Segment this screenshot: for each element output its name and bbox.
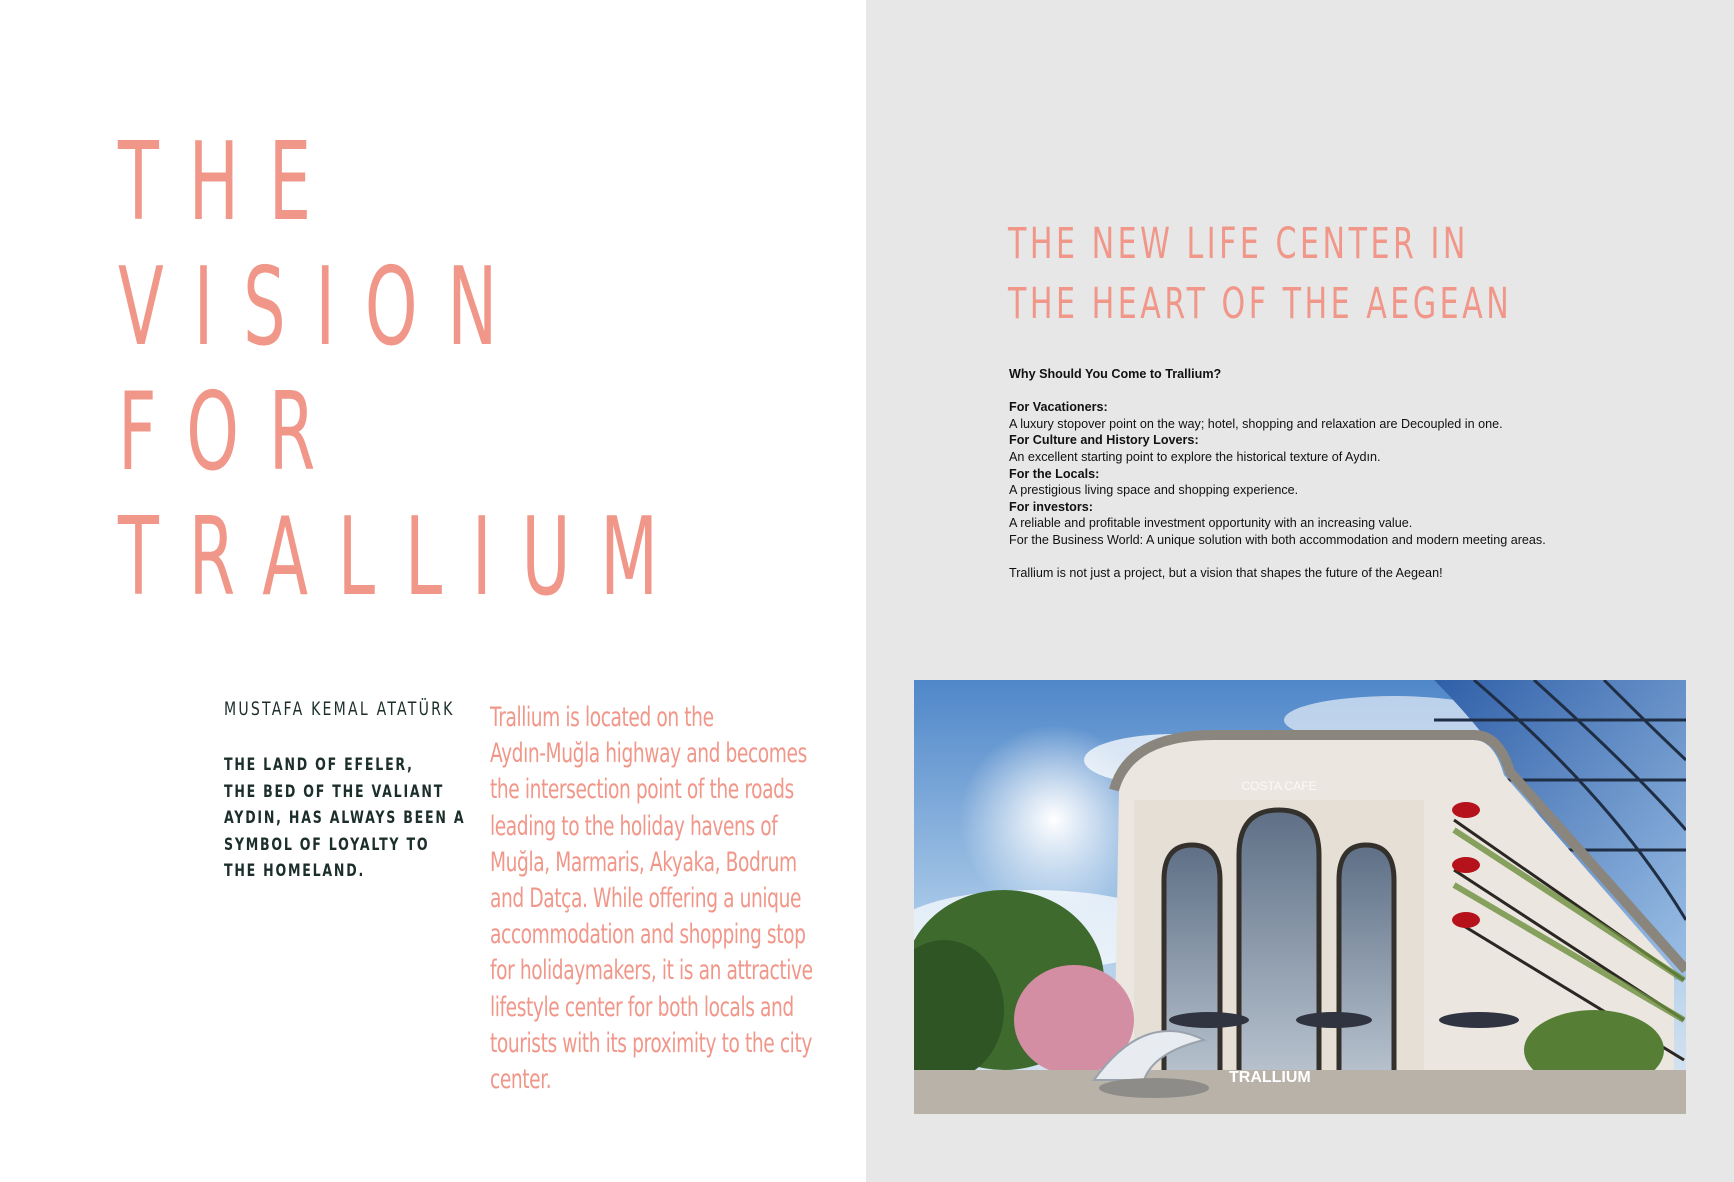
- section-title: [1008, 214, 1728, 334]
- quote-line: AYDIN, HAS ALWAYS BEEN A: [224, 808, 466, 828]
- intro-line: Aydın-Muğla highway and becomes: [490, 738, 807, 770]
- vision-title-line-4: TRALLIUM: [118, 495, 688, 620]
- culture-label: For Culture and History Lovers:: [1009, 433, 1199, 448]
- closing-statement: Trallium is not just a project, but a vision that shapes the future of the Aegean!: [1009, 566, 1443, 581]
- intro-line: accommodation and shopping stop: [490, 919, 806, 951]
- render-trallium-logo: TRALLIUM: [1229, 1069, 1311, 1086]
- quote-text: [224, 752, 468, 885]
- intro-line: Muğla, Marmaris, Akyaka, Bodrum: [490, 846, 797, 878]
- intro-line: leading to the holiday havens of: [490, 810, 778, 842]
- culture-text: An excellent starting point to explore the historical texture of Aydın.: [1009, 449, 1381, 464]
- intro-line: Trallium is located on the: [490, 702, 714, 733]
- intro-line: for holidaymakers, it is an attractive: [490, 955, 813, 987]
- intro-line: center.: [490, 1064, 552, 1096]
- quote-line: THE BED OF THE VALIANT: [224, 781, 445, 802]
- intro-paragraph: [490, 700, 813, 1098]
- intro-line: tourists with its proximity to the city: [490, 1027, 812, 1059]
- intro-line: the intersection point of the roads: [490, 774, 794, 806]
- quote-author: MUSTAFA KEMAL ATATÜRK: [224, 698, 455, 720]
- render-cafe-sign: COSTA CAFE: [1241, 779, 1317, 793]
- quote-line: THE LAND OF EFELER,: [224, 755, 414, 775]
- vision-title-line-1: THE: [118, 120, 341, 245]
- reasons-list: [1009, 366, 1699, 582]
- locals-label: For the Locals:: [1009, 466, 1100, 481]
- locals-text: A prestigious living space and shopping experience.: [1009, 483, 1299, 498]
- vision-title-line-3: FOR: [118, 370, 346, 495]
- vision-title-line-2: VISION: [118, 245, 528, 370]
- quote-line: THE HOMELAND.: [224, 861, 366, 881]
- intro-line: lifestyle center for both locals and: [490, 991, 794, 1023]
- section-title-line-1: THE NEW LIFE CENTER IN: [1008, 219, 1469, 269]
- business-text: For the Business World: A unique solution with both accommodation and modern meeting areas.: [1009, 532, 1546, 547]
- building-render-image: [914, 680, 1686, 1114]
- vacationers-label: For Vacationers:: [1009, 400, 1108, 415]
- investors-text: A reliable and profitable investment opportunity with an increasing value.: [1009, 516, 1413, 531]
- intro-line: and Datça. While offering a unique: [490, 883, 802, 915]
- section-title-line-2: THE HEART OF THE AEGEAN: [1008, 279, 1513, 329]
- vacationers-text: A luxury stopover point on the way; hotel, shopping and relaxation are Decoupled in one.: [1009, 416, 1503, 431]
- left-page: [0, 0, 866, 1182]
- investors-label: For investors:: [1009, 499, 1093, 514]
- quote-line: SYMBOL OF LOYALTY TO: [224, 834, 430, 855]
- reasons-question: Why Should You Come to Trallium?: [1009, 367, 1222, 381]
